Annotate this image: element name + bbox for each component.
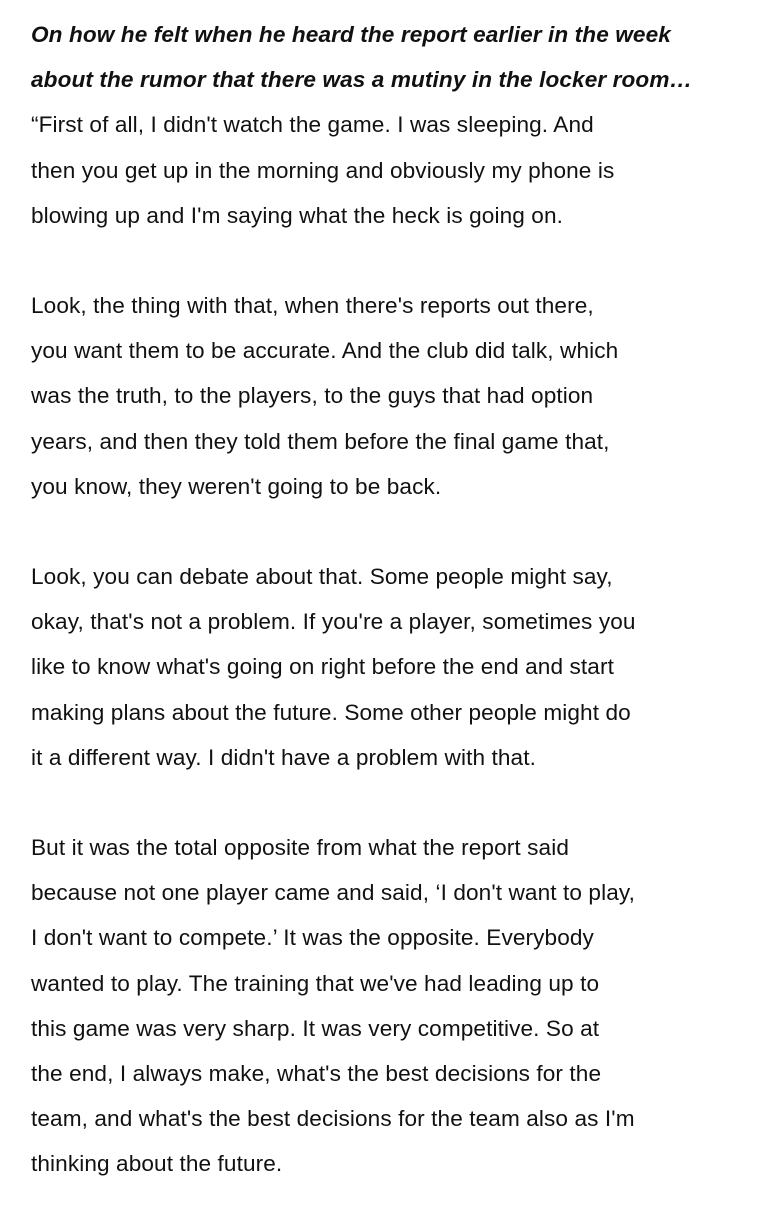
paragraph-line: wanted to play. The training that we've had leading up to xyxy=(31,970,600,996)
answer-paragraph-1 xyxy=(31,102,751,238)
paragraph-line: years, and then they told them before the final game that, xyxy=(31,428,610,454)
paragraph-line: you know, they weren't going to be back. xyxy=(31,473,442,499)
paragraph-line: making plans about the future. Some other people might do xyxy=(31,699,631,725)
question-heading: On how he felt when he heard the report earlier in the week about the rumor that there was a mutiny in the locker room… xyxy=(31,22,693,93)
paragraph-line: the end, I always make, what's the best decisions for the xyxy=(31,1061,602,1087)
paragraph-line: it a different way. I didn't have a problem with that. xyxy=(31,744,536,770)
answer-paragraph-2 xyxy=(31,283,751,509)
paragraph-line: thinking about the future. xyxy=(31,1151,283,1177)
paragraph-line: then you get up in the morning and obviously my phone is xyxy=(31,157,615,183)
paragraph-line: this game was very sharp. It was very competitive. So at xyxy=(31,1015,600,1041)
paragraph-line: team, and what's the best decisions for the team also as I'm xyxy=(31,1106,635,1132)
paragraph-line: Look, you can debate about that. Some people might say, xyxy=(31,564,613,590)
paragraph-line: Look, the thing with that, when there's reports out there, xyxy=(31,293,594,319)
paragraph-line: you want them to be accurate. And the club did talk, which xyxy=(31,338,619,364)
paragraph-line: like to know what's going on right before the end and start xyxy=(31,654,614,680)
paragraph-line: But it was the total opposite from what the report said xyxy=(31,835,569,861)
paragraph-line: because not one player came and said, ‘I don't want to play, xyxy=(31,880,635,906)
paragraph-line: was the truth, to the players, to the guys that had option xyxy=(31,383,594,409)
article-body xyxy=(31,12,751,1232)
paragraph-line: “First of all, I didn't watch the game. I was sleeping. And xyxy=(31,112,594,138)
paragraph-line: okay, that's not a problem. If you're a player, sometimes you xyxy=(31,609,636,635)
paragraph-line: blowing up and I'm saying what the heck is going on. xyxy=(31,202,564,228)
paragraph-line: I don't want to compete.’ It was the opposite. Everybody xyxy=(31,925,594,951)
answer-paragraph-4 xyxy=(31,825,751,1187)
answer-paragraph-3 xyxy=(31,554,751,780)
